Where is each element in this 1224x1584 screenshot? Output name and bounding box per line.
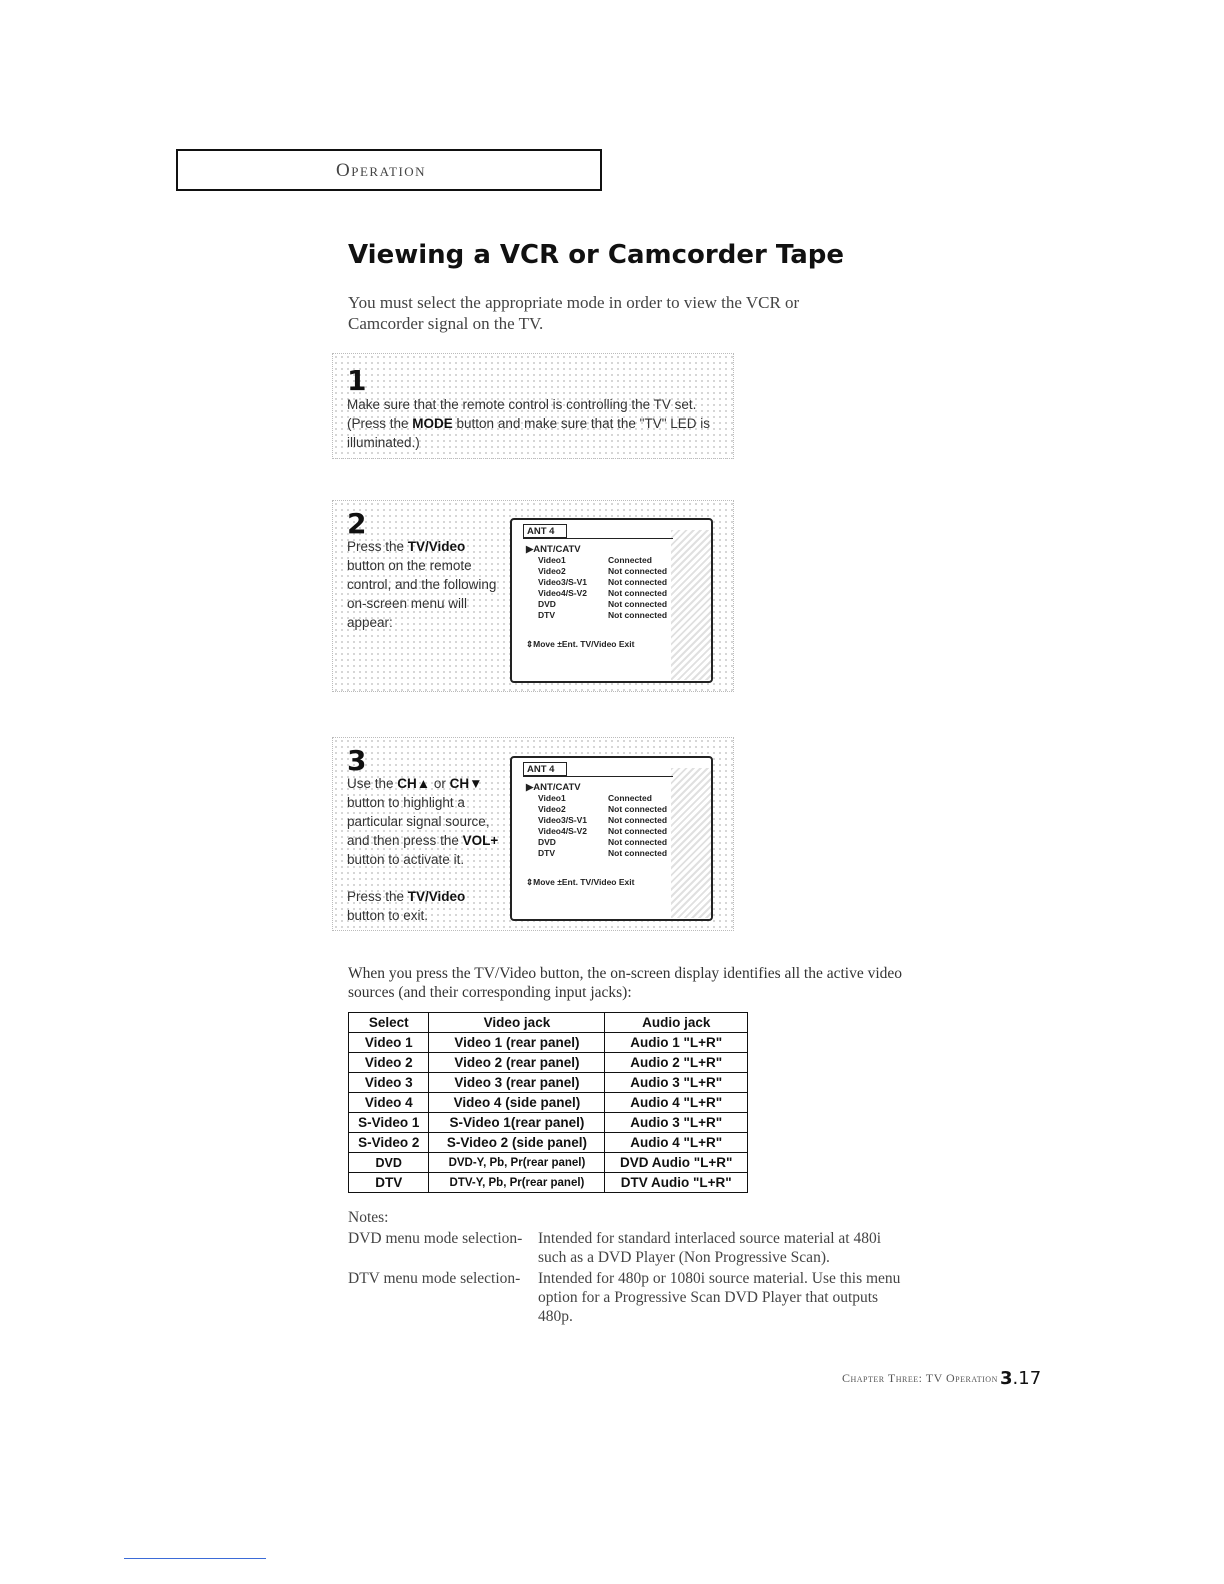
step-2-number: 2 xyxy=(347,507,367,540)
osd-menu-screen xyxy=(510,756,713,921)
step-1-text-c: button and make sure that the "TV" LED is illuminated.) xyxy=(347,416,710,450)
osd-row: Video2 Not connected xyxy=(538,804,668,814)
table-row: DVD DVD-Y, Pb, Pr(rear panel) DVD Audio "L+R" xyxy=(349,1153,748,1173)
osd-menu-screen xyxy=(510,518,713,683)
osd-footer: ⇕Move ±Ent. TV/Video Exit xyxy=(526,639,635,649)
osd-row: Video3/S-V1 Not connected xyxy=(538,815,668,825)
page-title: Viewing a VCR or Camcorder Tape xyxy=(348,240,845,270)
step-3-panel xyxy=(332,737,734,931)
table-row: DTV DTV-Y, Pb, Pr(rear panel) DTV Audio "L+R" xyxy=(349,1173,748,1193)
osd-tab: ANT 4 xyxy=(523,762,567,776)
osd-tab: ANT 4 xyxy=(523,524,567,538)
note-label: DVD menu mode selection- xyxy=(348,1230,523,1247)
section-header xyxy=(176,149,602,191)
page-number: 3.17 xyxy=(1000,1368,1042,1389)
osd-footer: ⇕Move ±Ent. TV/Video Exit xyxy=(526,877,635,887)
divider-line xyxy=(124,1558,266,1559)
sources-description: When you press the TV/Video button, the on-screen display identifies all the active video sources (and their corresponding input jacks): xyxy=(348,965,903,1001)
step-3-number: 3 xyxy=(347,744,367,777)
notes-title: Notes: xyxy=(348,1209,389,1226)
table-row: Video 2 Video 2 (rear panel) Audio 2 "L+R" xyxy=(349,1053,748,1073)
step-3-tvvideo-label: TV/Video xyxy=(407,889,466,904)
osd-row: Video1 Connected xyxy=(538,793,652,803)
step-3-exit-text: Press the TV/Video button to exit. xyxy=(347,889,466,923)
step-1-mode-label: MODE xyxy=(412,416,453,431)
step-1-panel xyxy=(332,353,734,459)
note-label: DTV menu mode selection- xyxy=(348,1270,521,1287)
note-item xyxy=(348,1229,908,1267)
osd-source-list xyxy=(538,793,688,859)
table-row: S-Video 2 S-Video 2 (side panel) Audio 4 "L+R" xyxy=(349,1133,748,1153)
header-video-jack: Video jack xyxy=(429,1013,605,1033)
step-1-number: 1 xyxy=(347,364,367,397)
osd-row: DVD Not connected xyxy=(538,837,668,847)
osd-divider xyxy=(523,538,673,539)
osd-divider xyxy=(523,776,673,777)
header-audio-jack: Audio jack xyxy=(605,1013,748,1033)
ch-down-label: CH▼ xyxy=(449,776,483,791)
chapter-footer: Chapter Three: TV Operation xyxy=(842,1371,998,1385)
osd-row: Video4/S-V2 Not connected xyxy=(538,588,668,598)
osd-row: DVD Not connected xyxy=(538,599,668,609)
vol-plus-label: VOL+ xyxy=(462,833,499,848)
section-title: Operation xyxy=(336,160,427,181)
intro-paragraph: You must select the appropriate mode in order to view the VCR or Camcorder signal on the TV. xyxy=(348,293,800,333)
table-row: Video 1 Video 1 (rear panel) Audio 1 "L+R" xyxy=(349,1033,748,1053)
step-1-text-a: Make sure that the remote control is controlling the TV set. xyxy=(347,397,697,412)
notes-section xyxy=(348,1208,908,1326)
step-3-text: Use the CH▲ or CH▼ button to highlight a particular signal source, and then press the VOL+ button to activate it. xyxy=(347,776,499,867)
step-2-text-c: button on the remote control, and the following on-screen menu will appear: xyxy=(347,558,497,630)
note-text: Intended for standard interlaced source material at 480i such as a DVD Player (Non Progressive Scan). xyxy=(538,1230,882,1266)
osd-heading: ▶ANT/CATV xyxy=(526,782,581,793)
osd-source-list xyxy=(538,555,688,621)
note-text: Intended for 480p or 1080i source material. Use this menu option for a Progressive Scan DVD Player that outputs 480p. xyxy=(538,1270,901,1325)
osd-row: Video3/S-V1 Not connected xyxy=(538,577,668,587)
step-1-text-b: (Press the xyxy=(347,416,413,431)
table-row: Video 3 Video 3 (rear panel) Audio 3 "L+R" xyxy=(349,1073,748,1093)
step-2-panel xyxy=(332,500,734,692)
input-jacks-table xyxy=(348,1012,748,1193)
osd-row: Video4/S-V2 Not connected xyxy=(538,826,668,836)
step-2-tvvideo-label: TV/Video xyxy=(407,539,466,554)
osd-heading: ▶ANT/CATV xyxy=(526,544,581,555)
note-item xyxy=(348,1269,908,1326)
osd-row: DTV Not connected xyxy=(538,610,668,620)
table-row: S-Video 1 S-Video 1(rear panel) Audio 3 "L+R" xyxy=(349,1113,748,1133)
table-header-row xyxy=(349,1013,748,1033)
table-row: Video 4 Video 4 (side panel) Audio 4 "L+R" xyxy=(349,1093,748,1113)
ch-up-label: CH▲ xyxy=(397,776,431,791)
step-2-text-a: Press the xyxy=(347,539,408,554)
step-2-text xyxy=(347,537,497,632)
header-select: Select xyxy=(349,1013,429,1033)
osd-row: DTV Not connected xyxy=(538,848,668,858)
osd-row: Video1 Connected xyxy=(538,555,652,565)
step-1-text xyxy=(347,395,727,452)
osd-row: Video2 Not connected xyxy=(538,566,668,576)
